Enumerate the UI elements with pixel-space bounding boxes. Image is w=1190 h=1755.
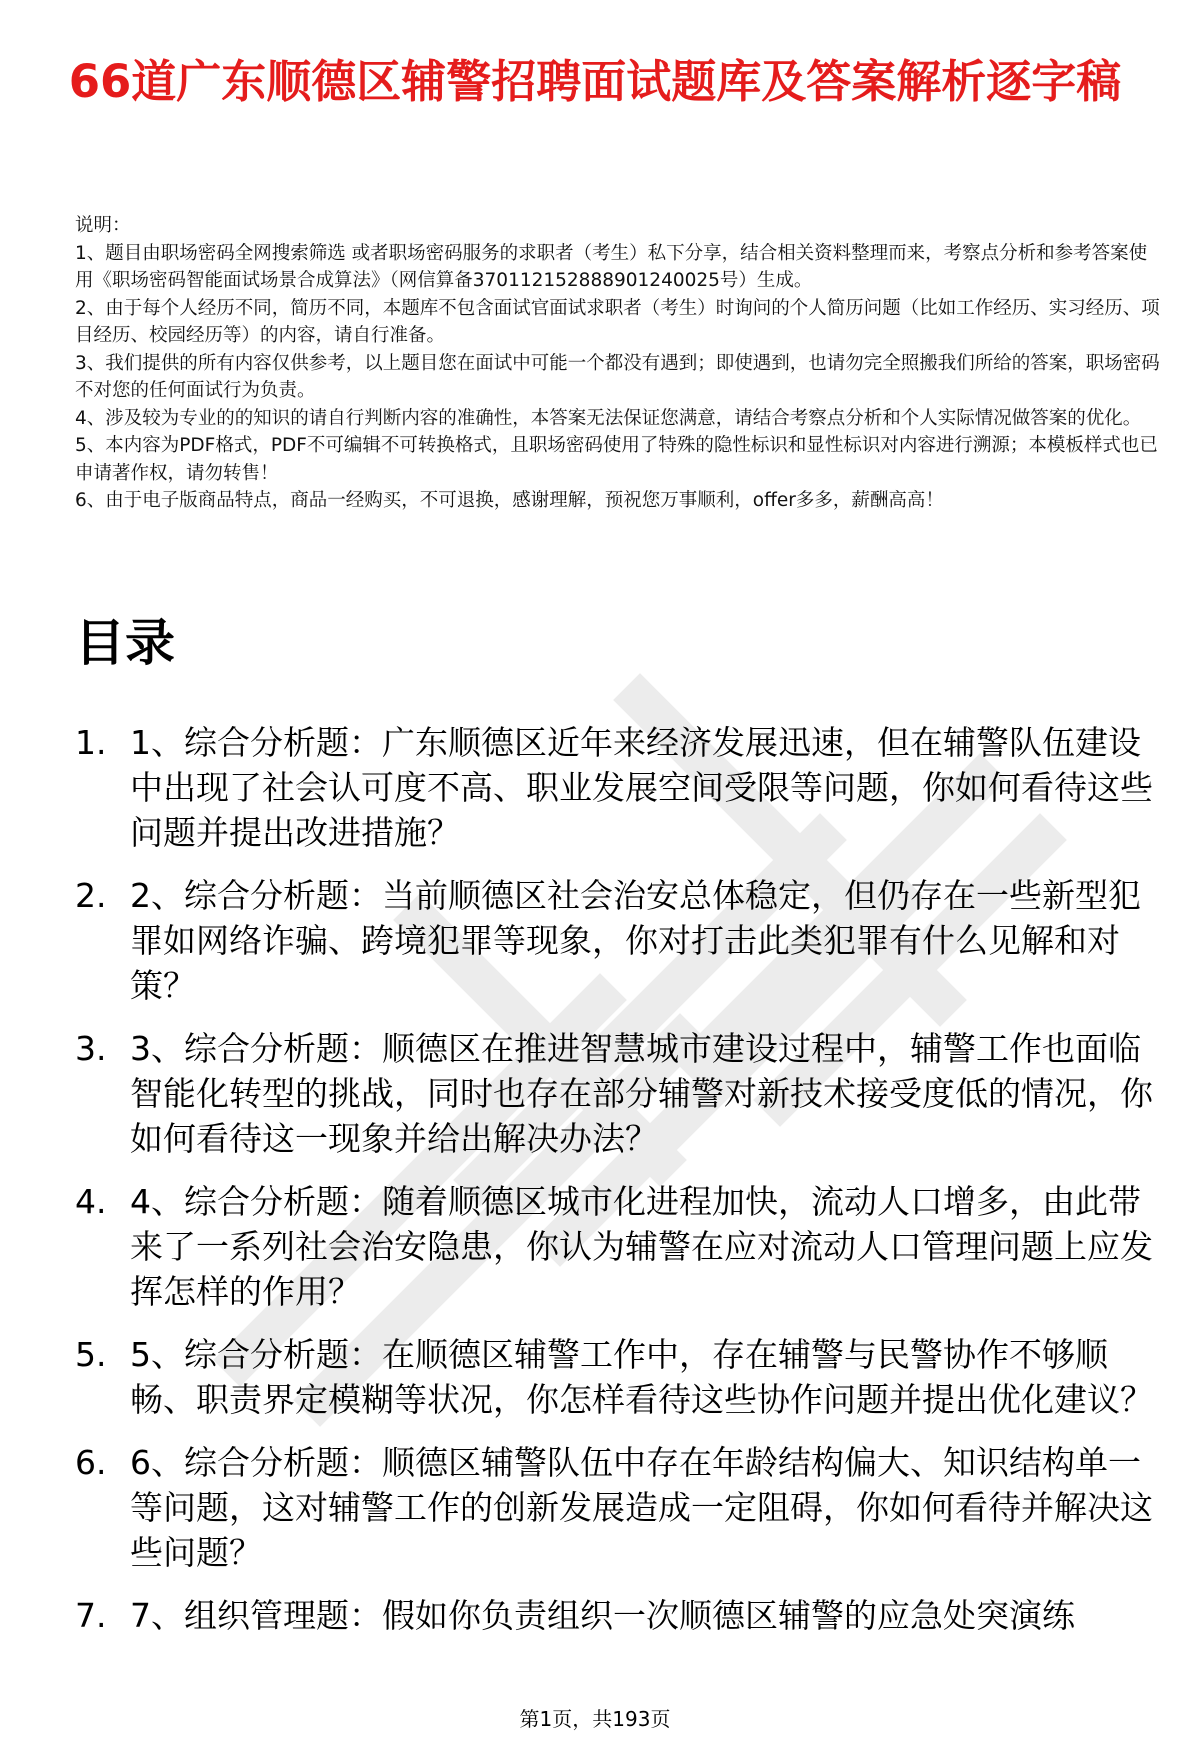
toc-item-text[interactable]: 1、综合分析题：广东顺德区近年来经济发展迅速，但在辅警队伍建设中出现了社会认可度不高、职业发展空间受限等问题，你如何看待这些问题并提出改进措施？ (130, 723, 1153, 852)
toc-item-number: 3. (75, 1029, 107, 1068)
toc-item-number: 2. (75, 876, 107, 915)
note-item: 1、题目由职场密码全网搜索筛选 或者职场密码服务的求职者（考生）私下分享，结合相关资料整理而来，考察点分析和参考答案使用《职场密码智能面试场景合成算法》（网信算备370112152888901240025号）生成。 (75, 242, 1148, 291)
note-item: 4、涉及较为专业的的知识的请自行判断内容的准确性，本答案无法保证您满意，请结合考察点分析和个人实际情况做答案的优化。 (75, 407, 1142, 429)
toc-heading: 目录 (75, 614, 175, 672)
note-item: 5、本内容为PDF格式，PDF不可编辑不可转换格式，且职场密码使用了特殊的隐性标识和显性标识对内容进行溯源；本模板样式也已申请著作权，请勿转售！ (75, 435, 1158, 484)
toc-item-number: 6. (75, 1443, 107, 1482)
toc-item-text[interactable]: 2、综合分析题：当前顺德区社会治安总体稳定，但仍存在一些新型犯罪如网络诈骗、跨境犯罪等现象，你对打击此类犯罪有什么见解和对策？ (130, 876, 1141, 1005)
note-item: 6、由于电子版商品特点，商品一经购买，不可退换，感谢理解，预祝您万事顺利，offer多多，薪酬高高！ (75, 490, 944, 511)
toc-item[interactable] (75, 1593, 1170, 1638)
page-footer: 第1页，共193页 (519, 1707, 671, 1731)
toc-item-text[interactable]: 5、综合分析题：在顺德区辅警工作中，存在辅警与民警协作不够顺畅、职责界定模糊等状况，你怎样看待这些协作问题并提出优化建议？ (130, 1335, 1153, 1419)
toc-item-number: 7. (75, 1596, 107, 1635)
note-item: 3、我们提供的所有内容仅供参考，以上题目您在面试中可能一个都没有遇到；即使遇到，也请勿完全照搬我们所给的答案，职场密码不对您的任何面试行为负责。 (75, 352, 1160, 401)
note-item: 2、由于每个人经历不同，简历不同，本题库不包含面试官面试求职者（考生）时询问的个人简历问题（比如工作经历、实习经历、项目经历、校园经历等）的内容，请自行准备。 (75, 297, 1160, 346)
toc-item[interactable] (75, 1026, 1170, 1161)
toc-item[interactable] (75, 720, 1170, 855)
document-title: 66道广东顺德区辅警招聘面试题库及答案解析逐字稿 (68, 55, 1122, 108)
toc-item[interactable] (75, 1332, 1170, 1422)
toc-item-number: 1. (75, 723, 107, 762)
toc-item[interactable] (75, 1440, 1170, 1575)
toc-list (75, 720, 1170, 1656)
toc-item-number: 4. (75, 1182, 107, 1221)
toc-item-number: 5. (75, 1335, 107, 1374)
toc-item-text[interactable]: 7、组织管理题：假如你负责组织一次顺德区辅警的应急处突演练 (130, 1596, 1075, 1635)
toc-item[interactable] (75, 873, 1170, 1008)
toc-item-text[interactable]: 3、综合分析题：顺德区在推进智慧城市建设过程中，辅警工作也面临智能化转型的挑战，同时也存在部分辅警对新技术接受度低的情况，你如何看待这一现象并给出解决办法？ (130, 1029, 1153, 1158)
toc-item-text[interactable]: 6、综合分析题：顺德区辅警队伍中存在年龄结构偏大、知识结构单一等问题，这对辅警工作的创新发展造成一定阻碍，你如何看待并解决这些问题？ (130, 1443, 1153, 1572)
toc-item-text[interactable]: 4、综合分析题：随着顺德区城市化进程加快，流动人口增多，由此带来了一系列社会治安隐患，你认为辅警在应对流动人口管理问题上应发挥怎样的作用？ (130, 1182, 1153, 1311)
notes-heading: 说明： (75, 215, 131, 236)
toc-item[interactable] (75, 1179, 1170, 1314)
notes-section (75, 212, 1165, 515)
